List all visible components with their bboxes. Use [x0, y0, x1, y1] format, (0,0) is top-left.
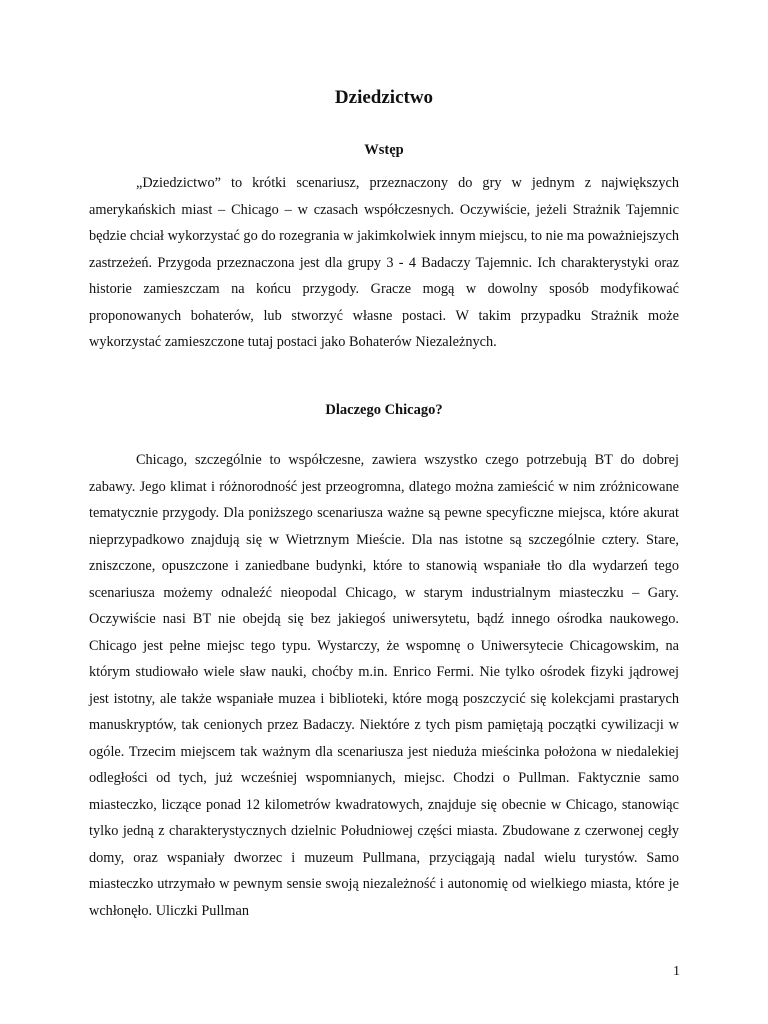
section-heading-why-chicago: Dlaczego Chicago? — [325, 402, 443, 418]
section-paragraph-why-chicago: Chicago, szczególnie to współczesne, zawiera wszystko czego potrzebują BT do dobrej zabawy. Jego klimat i różnorodność jest przeogromna, dlatego można zamieścić w nim zróżnicowane tematycznie przygody. Dla poniższego scenariusza ważne są pewne specyficzne miejsca, które akurat nieprzypadkowo znajdują się w Wietrznym Mieście. Dla nas istotne są szczególnie cztery. Stare, zniszczone, opuszczone i zaniedbane budynki, które to stanowią wspaniałe tło dla wydarzeń tego scenariusza możemy odnaleźć nieopodal Chicago, w starym industrialnym miasteczku – Gary. Oczywiście nasi BT nie obejdą się bez jakiegoś uniwersytetu, bądź innego ośrodka naukowego. Chicago jest pełne miejsc tego typu. Wystarczy, że wspomnę o Uniwersytecie Chicagowskim, na którym studiowało wiele sław nauki, choćby m.in. Enrico Fermi. Nie tylko ośrodek fizyki jądrowej jest istotny, ale także wspaniałe muzea i biblioteki, które mogą poszczycić się kolekcjami prastarych manuskryptów, tak cenionych przez Badaczy. Niektóre z tych pism pamiętają początki cywilizacji w ogóle. Trzecim miejscem tak ważnym dla scenariusza jest nieduża mieścinka położona w niedalekiej odległości od tych, już wcześniej wspomnianych, miejsc. Chodzi o Pullman. Faktycznie samo miasteczko, liczące ponad 12 kilometrów kwadratowych, znajduje się obecnie w Chicago, stanowiąc tylko jedną z charakterystycznych dzielnic Południowej części miasta. Zbudowane z czerwonej cegły domy, oraz wspaniały dworzec i muzeum Pullmana, przyciągają nadal wielu turystów. Samo miasteczko utrzymało w pewnym sensie swoją niezależność i autonomię od wielkiego miasta, które je wchłonęło. Uliczki Pullman — [89, 452, 679, 919]
document-title: Dziedzictwo — [334, 87, 434, 108]
page-number: 1 — [673, 964, 680, 979]
section-paragraph-intro: „Dziedzictwo” to krótki scenariusz, przeznaczony do gry w jednym z największych amerykańskich miast – Chicago – w czasach współczesnych. Oczywiście, jeżeli Strażnik Tajemnic będzie chciał wykorzystać go do rozegrania w jakimkolwiek innym miejscu, to nie ma poważniejszych zastrzeżeń. Przygoda przeznaczona jest dla grupy 3 - 4 Badaczy Tajemnic. Ich charakterystyki oraz historie zamieszczam na końcu przygody. Gracze mogą w dowolny sposób modyfikować proponowanych bohaterów, lub stworzyć własne postaci. W takim przypadku Strażnik może wykorzystać zamieszczone tutaj postaci jako Bohaterów Niezależnych. — [89, 175, 679, 350]
section-heading-intro: Wstęp — [364, 142, 404, 158]
